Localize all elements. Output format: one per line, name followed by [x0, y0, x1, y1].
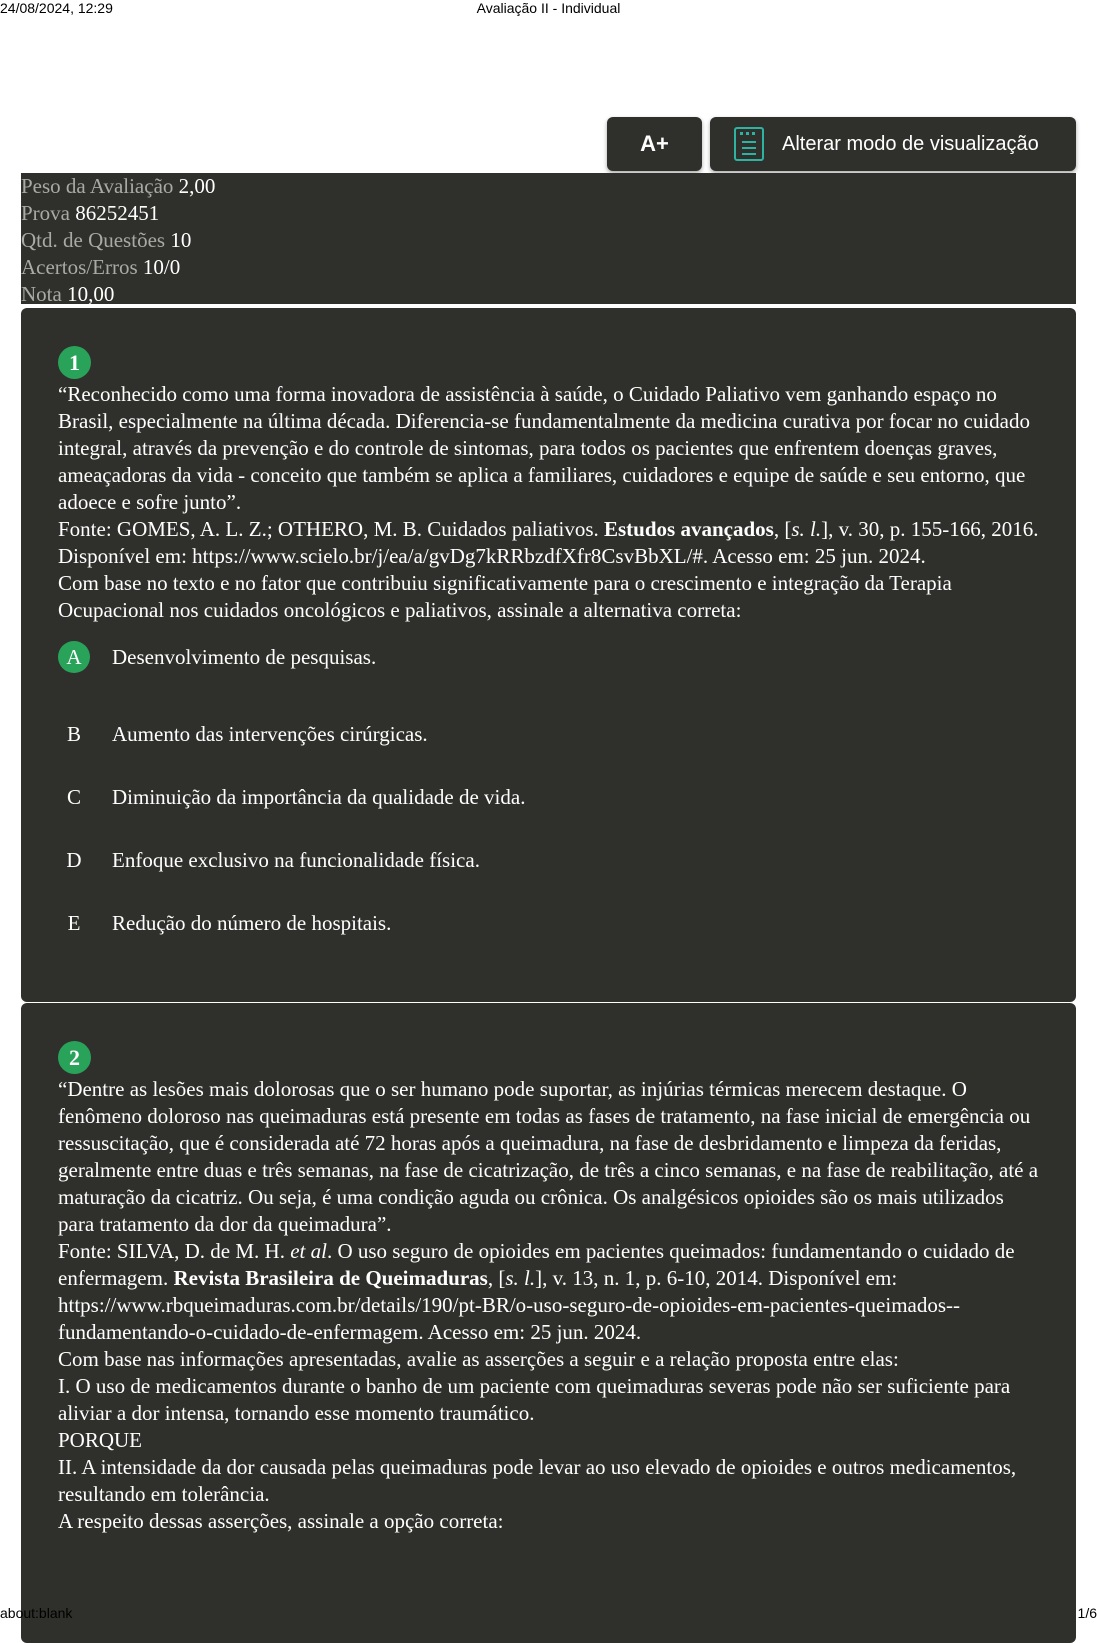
- question-number-badge: 1: [58, 346, 91, 379]
- exam-summary: [21, 173, 1076, 304]
- option-d[interactable]: [58, 829, 1040, 892]
- option-letter-selected: A: [58, 641, 90, 673]
- option-letter: C: [66, 785, 81, 809]
- question-intro: Com base nas informações apresentadas, avalie as asserções a seguir e a relação proposta entre elas:: [58, 1347, 899, 1371]
- print-title: Avaliação II - Individual: [476, 0, 621, 16]
- print-header: [0, 0, 1097, 18]
- font-size-button[interactable]: A+: [607, 117, 702, 171]
- question-number-badge: 2: [58, 1041, 91, 1074]
- option-b[interactable]: [58, 703, 1040, 766]
- print-datetime: 24/08/2024, 12:29: [0, 0, 113, 16]
- summary-grade: Nota 10,00: [21, 282, 115, 306]
- print-page-number: 1/6: [1077, 1605, 1097, 1621]
- options-list: [58, 640, 1040, 955]
- option-letter: B: [66, 722, 81, 746]
- view-mode-label: Alterar modo de visualização: [782, 132, 1039, 155]
- document-icon: [734, 127, 764, 161]
- print-url: about:blank: [0, 1605, 73, 1621]
- question-quote: “Dentre as lesões mais dolorosas que o ser humano pode suportar, as injúrias térmicas merecem destaque. O fenômeno doloroso nas queimaduras está presente em todas as fases de tratamento, na fase inicial de emergência ou ressuscitação, que é considerada até 72 horas após a queimadura, na fase de desbridamento e limpeza da feridas, geralmente entre duas e três semanas, na fase de cicatrização, de três a cinco semanas, e na fase de reabilitação, até a maturação da cicatriz. Ou seja, é uma condição aguda ou crônica. Os analgésicos opioides são os mais utilizados para tratamento da dor da queimadura”.: [58, 1077, 1039, 1236]
- question-card-2: [21, 1003, 1076, 1643]
- option-text: Aumento das intervenções cirúrgicas.: [112, 722, 428, 746]
- option-e[interactable]: [58, 892, 1040, 955]
- question-card-1: [21, 308, 1076, 1002]
- option-text: Enfoque exclusivo na funcionalidade física.: [112, 848, 480, 872]
- question-source: Fonte: SILVA, D. de M. H. et al. O uso seguro de opioides em pacientes queimados: fundamentando o cuidado de enfermagem. Revista Brasileira de Queimaduras, [s. l.], v. 13, n. 1, p. 6-10, 2014. Disponível em: https://www.rbqueimaduras.com.br/details/190/pt-BR/o-uso-seguro-de-opioides-em-pacientes-queimados--fundamentando-o-cuidado-de-enfermagem. Acesso em: 25 jun. 2024.: [58, 1239, 1015, 1344]
- assertion-2: II. A intensidade da dor causada pelas queimaduras pode levar ao uso elevado de opioides e outros medicamentos, resultando em tolerância.: [58, 1455, 1017, 1506]
- question-quote: “Reconhecido como uma forma inovadora de assistência à saúde, o Cuidado Paliativo vem ganhando espaço no Brasil, especialmente na última década. Diferencia-se fundamentalmente da medicina curativa por focar no cuidado integral, através da prevenção e do controle de sintomas, para todos os pacientes que enfrentem doenças graves, ameaçadoras da vida - conceito que também se aplica a familiares, cuidadores e equipe de saúde e seu entorno, que adoece e sofre junto”.: [58, 382, 1030, 514]
- option-text: Diminuição da importância da qualidade de vida.: [112, 785, 526, 809]
- summary-weight: Peso da Avaliação 2,00: [21, 174, 216, 198]
- question-prompt: A respeito dessas asserções, assinale a opção correta:: [58, 1509, 504, 1533]
- option-a[interactable]: [58, 640, 1040, 674]
- option-letter: E: [67, 911, 81, 935]
- summary-score: Acertos/Erros 10/0: [21, 255, 181, 279]
- option-text: Desenvolvimento de pesquisas.: [112, 644, 377, 669]
- option-c[interactable]: [58, 766, 1040, 829]
- option-text: Redução do número de hospitais.: [112, 911, 392, 935]
- assertion-connector: PORQUE: [58, 1428, 143, 1452]
- question-source: Fonte: GOMES, A. L. Z.; OTHERO, M. B. Cuidados paliativos. Estudos avançados, [s. l.], v. 30, p. 155-166, 2016. Disponível em: https://www.scielo.br/j/ea/a/gvDg7kRRbzdfXfr8CsvBbXL/#. Acesso em: 25 jun. 2024.: [58, 517, 1039, 568]
- assertion-1: I. O uso de medicamentos durante o banho de um paciente com queimaduras severas pode não ser suficiente para aliviar a dor intensa, tornando esse momento traumático.: [58, 1374, 1011, 1425]
- summary-exam: Prova 86252451: [21, 201, 160, 225]
- question-prompt: Com base no texto e no fator que contribuiu significativamente para o crescimento e integração da Terapia Ocupacional nos cuidados oncológicos e paliativos, assinale a alternativa correta:: [58, 571, 952, 622]
- summary-questions: Qtd. de Questões 10: [21, 228, 192, 252]
- print-footer: [0, 1603, 1097, 1621]
- option-letter: D: [66, 848, 82, 872]
- view-mode-button[interactable]: [710, 117, 1076, 171]
